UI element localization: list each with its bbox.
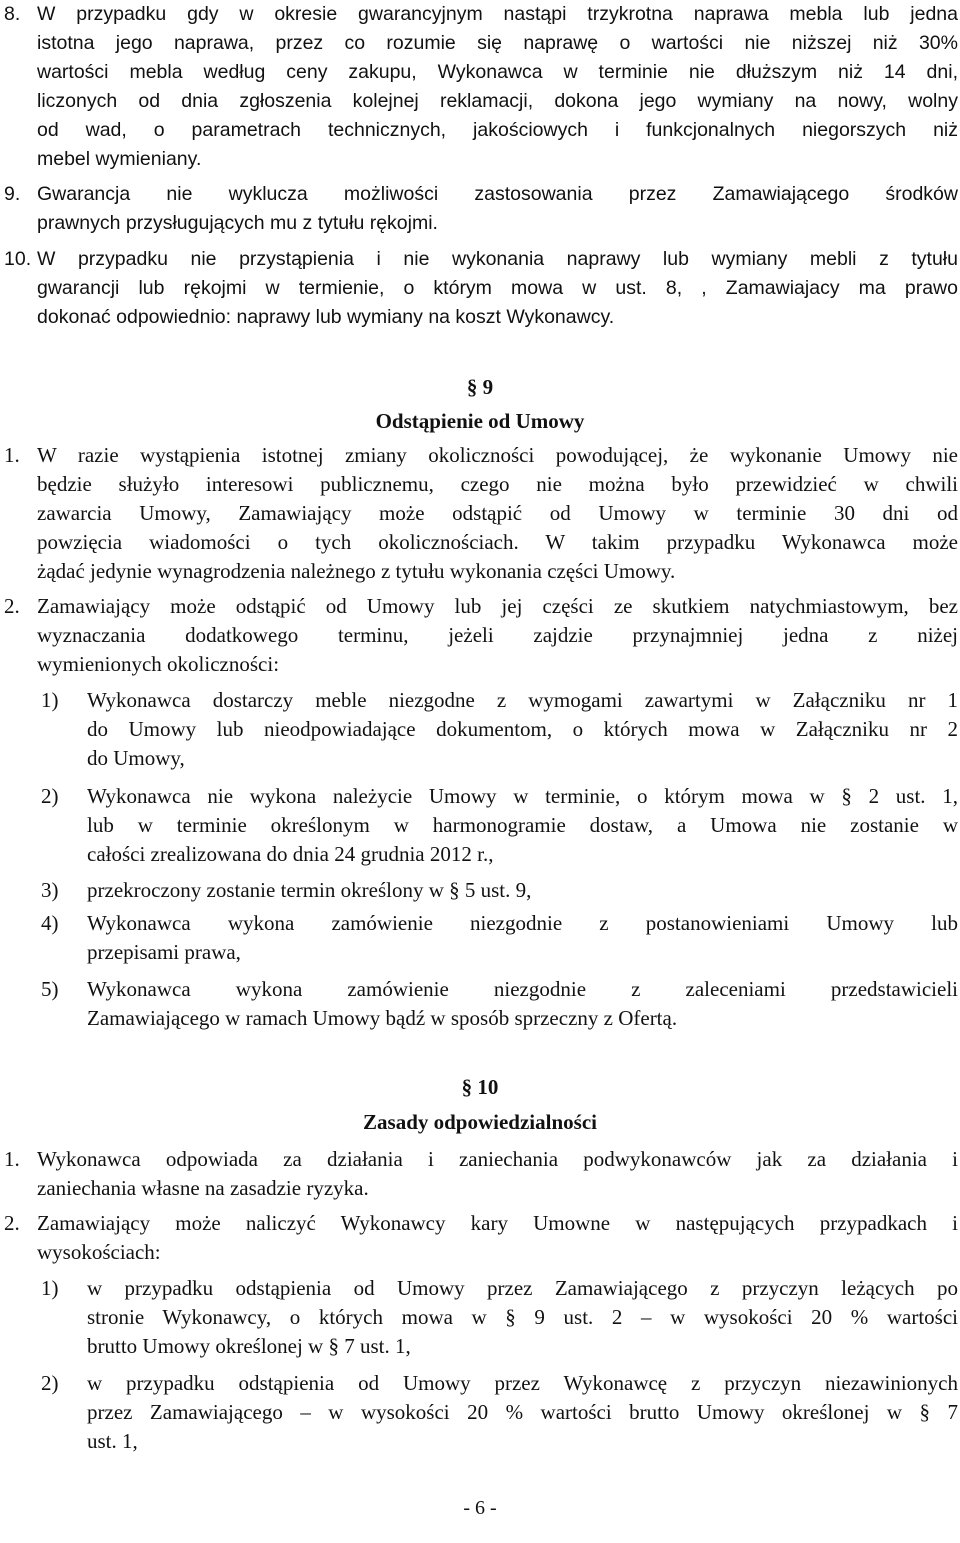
subitem-text xyxy=(87,686,958,773)
subitem-number: 3) xyxy=(41,878,59,902)
text-line: zaniechania własne na zasadzie ryzyka. xyxy=(37,1176,369,1200)
item-number: 1. xyxy=(4,443,20,467)
text-line: W przypadku nie przystąpienia i nie wykonania naprawy lub wymiany mebli z tytułu xyxy=(37,248,958,270)
text-line: w przypadku odstąpienia od Umowy przez Zamawiającego z przyczyn leżących po xyxy=(87,1276,958,1300)
subitem-10-2-1 xyxy=(37,1274,958,1361)
item-number: 10. xyxy=(4,248,32,270)
text-line: Zamawiającego w ramach Umowy bądź w sposób sprzeczny z Ofertą. xyxy=(87,1006,678,1030)
text-line: Wykonawca nie wykona należycie Umowy w terminie, o którym mowa w § 2 ust. 1, xyxy=(87,784,958,808)
text-line: Gwarancja nie wyklucza możliwości zastosowania przez Zamawiającego środków xyxy=(37,183,958,205)
item-number: 2. xyxy=(4,1211,20,1235)
text-line: lub w terminie określonym w harmonogramie dostaw, a Umowa nie zostanie w xyxy=(87,813,958,837)
text-line: Wykonawca wykona zamówienie niezgodnie z postanowieniami Umowy lub xyxy=(87,911,958,935)
text-line: W razie wystąpienia istotnej zmiany okoliczności powodującej, że wykonanie Umowy nie xyxy=(37,443,958,467)
text-line: liczonych od dnia zgłoszenia kolejnej reklamacji, dokona jego wymiany na nowy, wolny xyxy=(37,90,958,112)
text-line: Wykonawca odpowiada za działania i zaniechania podwykonawców jak za działania i xyxy=(37,1147,958,1171)
text-line: wymienionych okoliczności: xyxy=(37,652,280,676)
item-number: 1. xyxy=(4,1147,20,1171)
subitem-number: 2) xyxy=(41,1371,59,1395)
text-line: stronie Wykonawcy, o których mowa w § 9 ust. 2 – w wysokości 20 % wartości xyxy=(87,1305,958,1329)
text-line: ust. 1, xyxy=(87,1429,138,1453)
text-line: wysokościach: xyxy=(37,1240,161,1264)
subitem-text xyxy=(87,975,958,1033)
section-title: Zasady odpowiedzialności xyxy=(363,1110,597,1134)
text-line: dokonać odpowiednio: naprawy lub wymiany na koszt Wykonawcy. xyxy=(37,306,615,328)
text-line: gwarancji lub rękojmi w termienie, o którym mowa w ust. 8, , Zamawiajacy ma prawo xyxy=(37,277,958,299)
page-number: - 6 - xyxy=(463,1497,497,1519)
item-text xyxy=(37,180,958,238)
subitem-text xyxy=(87,876,958,905)
subitem-9-2-5 xyxy=(37,975,958,1033)
paragraph-9-1 xyxy=(0,441,958,586)
subitem-text xyxy=(87,909,958,967)
item-text xyxy=(37,0,958,174)
text-line: do Umowy lub nieodpowiadające dokumentom, o których mowa w Załączniku nr 2 xyxy=(87,717,958,741)
subitem-9-2-1 xyxy=(37,686,958,773)
subitem-number: 2) xyxy=(41,784,59,808)
paragraph-9-2 xyxy=(0,592,958,679)
text-line: żądać jedynie wynagrodzenia należnego z tytułu wykonania części Umowy. xyxy=(37,559,676,583)
paragraph-8-9 xyxy=(0,180,958,238)
section-title: Odstąpienie od Umowy xyxy=(375,409,585,433)
text-line: przepisami prawa, xyxy=(87,940,241,964)
text-line: w przypadku odstąpienia od Umowy przez Wykonawcę z przyczyn niezawinionych xyxy=(87,1371,958,1395)
text-line: Wykonawca dostarczy meble niezgodne z wymogami zawartymi w Załączniku nr 1 xyxy=(87,688,958,712)
subitem-9-2-4 xyxy=(37,909,958,967)
text-line: brutto Umowy określonej w § 7 ust. 1, xyxy=(87,1334,411,1358)
text-line: powzięcia wiadomości o tych okolicznościach. W takim przypadku Wykonawca może xyxy=(37,530,958,554)
section-number: § 10 xyxy=(461,1075,499,1099)
text-line: wyznaczania dodatkowego terminu, jeżeli zajdzie przynajmniej jedna z niżej xyxy=(37,623,958,647)
text-line: przez Zamawiającego – w wysokości 20 % wartości brutto Umowy określonej w § 7 xyxy=(87,1400,958,1424)
text-line: od wad, o parametrach technicznych, jakościowych i funkcjonalnych niegorszych niż xyxy=(37,119,958,141)
item-text xyxy=(37,592,958,679)
paragraph-10-2 xyxy=(0,1209,958,1267)
item-text xyxy=(37,441,958,586)
text-line: prawnych przysługujących mu z tytułu rękojmi. xyxy=(37,212,438,234)
subitem-number: 1) xyxy=(41,688,59,712)
text-line: całości zrealizowana do dnia 24 grudnia 2012 r., xyxy=(87,842,494,866)
item-number: 8. xyxy=(4,3,21,25)
item-text xyxy=(37,245,958,332)
subitem-text xyxy=(87,1274,958,1361)
subitem-9-2-3 xyxy=(37,876,958,905)
subitem-text xyxy=(87,1369,958,1456)
paragraph-8-8 xyxy=(0,0,958,174)
text-line: mebel wymieniany. xyxy=(37,148,202,170)
text-line: Zamawiający może odstąpić od Umowy lub jej części ze skutkiem natychmiastowym, bez xyxy=(37,594,958,618)
subitem-9-2-2 xyxy=(37,782,958,869)
subitem-number: 4) xyxy=(41,911,59,935)
paragraph-10-1 xyxy=(0,1145,958,1203)
subitem-text xyxy=(87,782,958,869)
item-number: 9. xyxy=(4,183,21,205)
item-number: 2. xyxy=(4,594,20,618)
subitem-number: 5) xyxy=(41,977,59,1001)
text-line: Zamawiający może naliczyć Wykonawcy kary Umowne w następujących przypadkach i xyxy=(37,1211,958,1235)
text-line: istotna jego naprawa, przez co rozumie się naprawę o wartości nie niższej niż 30% xyxy=(37,32,958,54)
text-line: będzie służyło interesowi publicznemu, czego nie można było przewidzieć w chwili xyxy=(37,472,958,496)
item-text xyxy=(37,1209,958,1267)
text-line: zawarcia Umowy, Zamawiający może odstąpić od Umowy w terminie 30 dni od xyxy=(37,501,958,525)
text-line: do Umowy, xyxy=(87,746,185,770)
subitem-number: 1) xyxy=(41,1276,59,1300)
text-line: przekroczony zostanie termin określony w § 5 ust. 9, xyxy=(87,878,532,902)
subitem-10-2-2 xyxy=(37,1369,958,1456)
text-line: W przypadku gdy w okresie gwarancyjnym nastąpi trzykrotna naprawa mebla lub jedna xyxy=(37,3,958,25)
item-text xyxy=(37,1145,958,1203)
text-line: wartości mebla według ceny zakupu, Wykonawca w terminie nie dłuższym niż 14 dni, xyxy=(37,61,958,83)
text-line: Wykonawca wykona zamówienie niezgodnie z zaleceniami przedstawicieli xyxy=(87,977,958,1001)
section-number: § 9 xyxy=(466,375,494,399)
paragraph-8-10 xyxy=(0,245,958,332)
